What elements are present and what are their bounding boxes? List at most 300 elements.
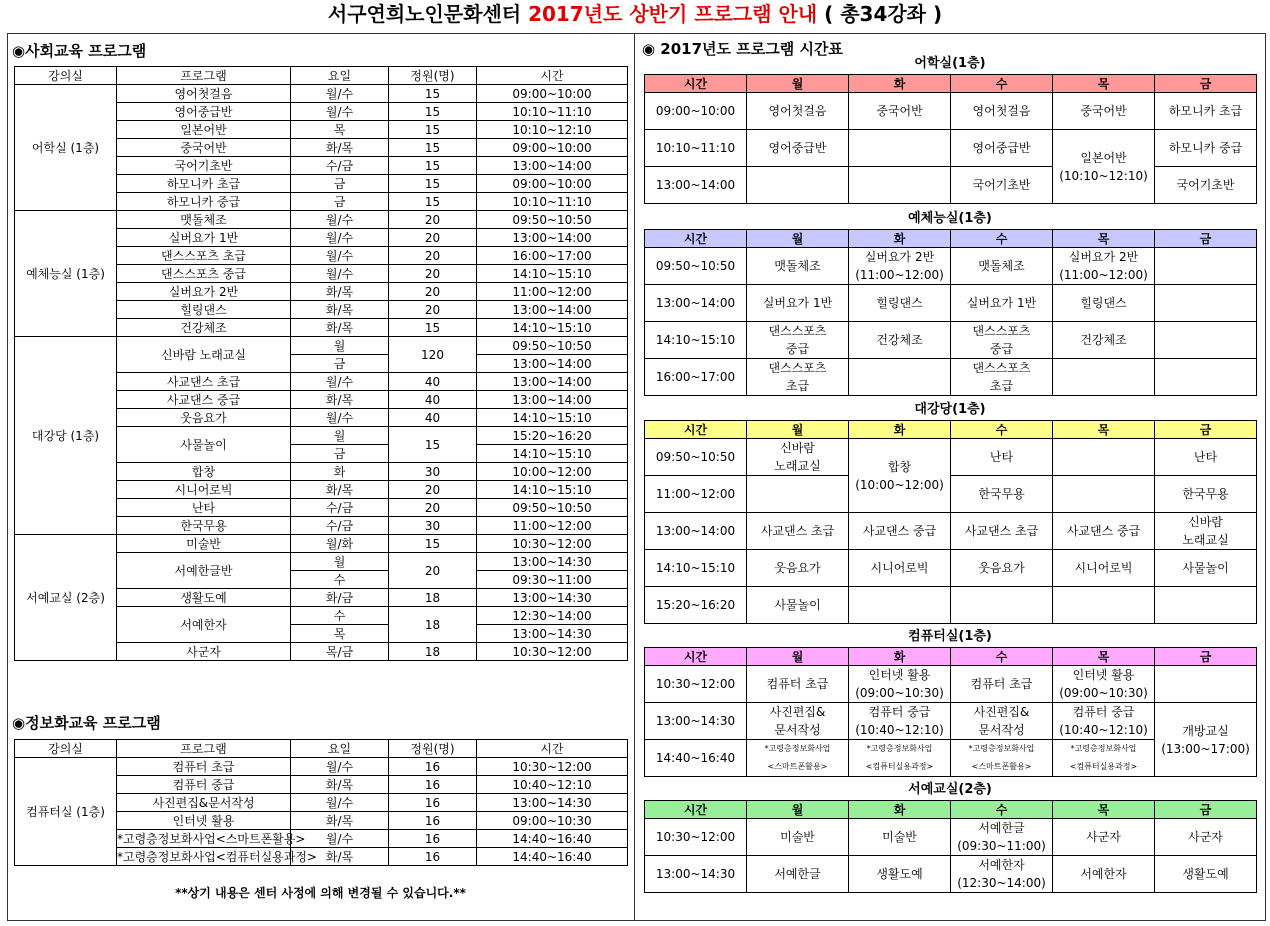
capacity-cell: 15 [389, 175, 477, 193]
column-header: 시간 [645, 230, 747, 248]
class-cell: 실버요가 2반 (11:00~12:00) [849, 248, 951, 285]
day-cell: 화/목 [291, 319, 389, 337]
program-cell: 힐링댄스 [117, 301, 291, 319]
info-table-body [15, 758, 628, 866]
class-cell: 실버요가 1반 [747, 285, 849, 322]
column-header: 수 [951, 421, 1053, 439]
time-slot-cell: 10:30~12:00 [645, 666, 747, 703]
class-cell: 댄스스포츠 중급 [951, 322, 1053, 359]
program-cell: 사교댄스 초급 [117, 373, 291, 391]
program-cell: 실버요가 1반 [117, 229, 291, 247]
class-cell: 일본어반 (10:10~12:10) [1053, 130, 1155, 204]
class-cell: 사군자 [1155, 819, 1257, 856]
capacity-cell: 20 [389, 481, 477, 499]
class-cell: 힐링댄스 [849, 285, 951, 322]
class-cell: *고령층정보화사업 <컴퓨터실용과정> [849, 740, 951, 777]
time-slot-cell: 15:20~16:20 [645, 587, 747, 624]
timetable-row [645, 476, 1257, 513]
timetable-row [645, 856, 1257, 893]
class-cell: 중국어반 [1053, 93, 1155, 130]
change-notice: **상기 내용은 센터 사정에 의해 변경될 수 있습니다.** [175, 886, 466, 900]
program-cell: 실버요가 2반 [117, 283, 291, 301]
capacity-cell: 16 [389, 776, 477, 794]
class-cell: 난타 [1155, 439, 1257, 476]
column-header: 화 [849, 648, 951, 666]
time-cell: 13:00~14:30 [477, 794, 628, 812]
room-cell: 대강당 (1층) [15, 337, 117, 535]
class-cell [1053, 359, 1155, 396]
info-table-header [15, 740, 628, 758]
class-cell: 개방교실 (13:00~17:00) [1155, 703, 1257, 777]
column-header: 수 [951, 801, 1053, 819]
timetable-row [645, 359, 1257, 396]
capacity-cell: 18 [389, 643, 477, 661]
time-cell: 13:00~14:00 [477, 157, 628, 175]
time-cell: 09:00~10:30 [477, 812, 628, 830]
room-cell: 컴퓨터실 (1층) [15, 758, 117, 866]
social-program-table [14, 66, 628, 661]
day-cell: 월/수 [291, 373, 389, 391]
timetable-title: 컴퓨터실(1층) [908, 629, 992, 644]
time-slot-cell: 09:50~10:50 [645, 248, 747, 285]
day-cell: 금 [291, 445, 389, 463]
timetable-table [644, 647, 1257, 777]
time-cell: 09:00~10:00 [477, 85, 628, 103]
time-cell: 10:30~12:00 [477, 535, 628, 553]
class-cell [849, 587, 951, 624]
time-slot-cell: 09:50~10:50 [645, 439, 747, 476]
timetable-table [644, 420, 1257, 624]
time-cell: 10:10~11:10 [477, 103, 628, 121]
program-cell: 생활도예 [117, 589, 291, 607]
class-cell [1053, 476, 1155, 513]
program-cell: 한국무용 [117, 517, 291, 535]
day-cell: 화/금 [291, 589, 389, 607]
program-cell: 사진편집&문서작성 [117, 794, 291, 812]
day-cell: 화/목 [291, 391, 389, 409]
column-header: 화 [849, 75, 951, 93]
column-header: 시간 [477, 740, 628, 758]
day-cell: 월/수 [291, 103, 389, 121]
class-cell [1155, 587, 1257, 624]
class-cell: 웃음요가 [951, 550, 1053, 587]
time-slot-cell: 13:00~14:00 [645, 167, 747, 204]
class-cell: 난타 [951, 439, 1053, 476]
day-cell: 수 [291, 607, 389, 625]
day-cell: 금 [291, 175, 389, 193]
day-cell: 월 [291, 427, 389, 445]
timetable-title: 서예교실(2층) [908, 782, 992, 797]
class-cell: 인터넷 활용 (09:00~10:30) [1053, 666, 1155, 703]
time-cell: 14:10~15:10 [477, 409, 628, 427]
class-cell [747, 476, 849, 513]
program-cell: 사물놀이 [117, 427, 291, 463]
class-cell: 신바람 노래교실 [1155, 513, 1257, 550]
day-cell: 수/금 [291, 157, 389, 175]
class-cell: 하모니카 중급 [1155, 130, 1257, 167]
day-cell: 금 [291, 193, 389, 211]
column-header: 금 [1155, 230, 1257, 248]
class-cell: 실버요가 1반 [951, 285, 1053, 322]
column-header: 프로그램 [117, 740, 291, 758]
column-header: 월 [747, 230, 849, 248]
info-section-heading: ◉정보화교육 프로그램 [12, 714, 161, 732]
table-row [15, 337, 628, 355]
capacity-cell: 120 [389, 337, 477, 373]
class-cell: 맷돌체조 [747, 248, 849, 285]
capacity-cell: 20 [389, 229, 477, 247]
day-cell: 목/금 [291, 643, 389, 661]
time-slot-cell: 14:10~15:10 [645, 550, 747, 587]
class-cell: 영어첫걸음 [951, 93, 1053, 130]
time-slot-cell: 13:00~14:00 [645, 285, 747, 322]
class-cell: 시니어로빅 [1053, 550, 1155, 587]
capacity-cell: 16 [389, 794, 477, 812]
program-cell: *고령층정보화사업<스마트폰활용> [117, 830, 291, 848]
class-cell: 실버요가 2반 (11:00~12:00) [1053, 248, 1155, 285]
class-cell: 인터넷 활용 (09:00~10:30) [849, 666, 951, 703]
class-cell [1053, 587, 1155, 624]
day-cell: 월/수 [291, 85, 389, 103]
column-header: 화 [849, 801, 951, 819]
column-header: 요일 [291, 67, 389, 85]
timetable-title: 어학실(1층) [914, 56, 986, 71]
timetable-header [645, 230, 1257, 248]
time-cell: 09:30~11:00 [477, 571, 628, 589]
timetable-heading: ◉ 2017년도 프로그램 시간표 [642, 40, 843, 58]
table-row [15, 758, 628, 776]
column-header: 월 [747, 421, 849, 439]
column-header: 정원(명) [389, 740, 477, 758]
capacity-cell: 40 [389, 409, 477, 427]
time-cell: 14:10~15:10 [477, 445, 628, 463]
day-cell: 목 [291, 625, 389, 643]
column-header: 월 [747, 75, 849, 93]
class-cell [1155, 666, 1257, 703]
day-cell: 월/수 [291, 758, 389, 776]
class-cell: 하모니카 초급 [1155, 93, 1257, 130]
program-cell: 중국어반 [117, 139, 291, 157]
class-cell: 사교댄스 중급 [849, 513, 951, 550]
info-program-table [14, 739, 628, 866]
column-header: 프로그램 [117, 67, 291, 85]
timetable-header [645, 801, 1257, 819]
capacity-cell: 40 [389, 391, 477, 409]
timetable-row [645, 167, 1257, 204]
time-cell: 10:30~12:00 [477, 643, 628, 661]
column-header: 목 [1053, 421, 1155, 439]
class-cell: 사물놀이 [1155, 550, 1257, 587]
timetable-row [645, 130, 1257, 167]
column-header: 시간 [645, 75, 747, 93]
capacity-cell: 15 [389, 157, 477, 175]
capacity-cell: 15 [389, 535, 477, 553]
day-cell: 수/금 [291, 517, 389, 535]
time-cell: 10:10~12:10 [477, 121, 628, 139]
capacity-cell: 20 [389, 283, 477, 301]
column-header: 시간 [477, 67, 628, 85]
class-cell: 서예한글 (09:30~11:00) [951, 819, 1053, 856]
class-cell [849, 359, 951, 396]
program-cell: 사군자 [117, 643, 291, 661]
time-slot-cell: 10:10~11:10 [645, 130, 747, 167]
time-cell: 13:00~14:00 [477, 391, 628, 409]
room-cell: 예체능실 (1층) [15, 211, 117, 337]
program-cell: 국어기초반 [117, 157, 291, 175]
time-cell: 11:00~12:00 [477, 517, 628, 535]
time-cell: 14:40~16:40 [477, 830, 628, 848]
capacity-cell: 16 [389, 848, 477, 866]
class-cell: 생활도예 [1155, 856, 1257, 893]
capacity-cell: 16 [389, 830, 477, 848]
time-slot-cell: 13:00~14:00 [645, 513, 747, 550]
column-header: 시간 [645, 801, 747, 819]
room-cell: 서예교실 (2층) [15, 535, 117, 661]
time-slot-cell: 14:40~16:40 [645, 740, 747, 777]
column-header: 강의실 [15, 67, 117, 85]
column-header: 금 [1155, 421, 1257, 439]
capacity-cell: 20 [389, 265, 477, 283]
time-cell: 12:30~14:00 [477, 607, 628, 625]
timetable-row [645, 248, 1257, 285]
day-cell: 화/목 [291, 301, 389, 319]
time-cell: 13:00~14:30 [477, 589, 628, 607]
class-cell: 서예한자 (12:30~14:00) [951, 856, 1053, 893]
class-cell: 영어첫걸음 [747, 93, 849, 130]
time-slot-cell: 16:00~17:00 [645, 359, 747, 396]
column-header: 금 [1155, 648, 1257, 666]
day-cell: 금 [291, 355, 389, 373]
time-cell: 10:40~12:10 [477, 776, 628, 794]
day-cell: 화/목 [291, 139, 389, 157]
program-cell: 합창 [117, 463, 291, 481]
day-cell: 월/수 [291, 229, 389, 247]
timetable-row [645, 513, 1257, 550]
class-cell [747, 167, 849, 204]
program-cell: 영어중급반 [117, 103, 291, 121]
time-cell: 09:00~10:00 [477, 139, 628, 157]
time-cell: 13:00~14:00 [477, 229, 628, 247]
time-cell: 15:20~16:20 [477, 427, 628, 445]
day-cell: 월 [291, 553, 389, 571]
class-cell: 댄스스포츠 중급 [747, 322, 849, 359]
time-cell: 09:50~10:50 [477, 499, 628, 517]
time-cell: 13:00~14:30 [477, 625, 628, 643]
capacity-cell: 20 [389, 499, 477, 517]
timetable-row [645, 285, 1257, 322]
table-row [15, 535, 628, 553]
class-cell [1155, 285, 1257, 322]
social-table-header [15, 67, 628, 85]
table-row [15, 85, 628, 103]
day-cell: 화/목 [291, 481, 389, 499]
program-cell: 하모니카 초급 [117, 175, 291, 193]
class-cell [1155, 359, 1257, 396]
time-cell: 11:00~12:00 [477, 283, 628, 301]
day-cell: 화/목 [291, 283, 389, 301]
social-table-body [15, 85, 628, 661]
column-header: 목 [1053, 648, 1155, 666]
program-cell: 컴퓨터 초급 [117, 758, 291, 776]
class-cell: 합창 (10:00~12:00) [849, 439, 951, 513]
timetable-header [645, 75, 1257, 93]
program-cell: 웃음요가 [117, 409, 291, 427]
column-header: 정원(명) [389, 67, 477, 85]
class-cell: 컴퓨터 초급 [747, 666, 849, 703]
program-cell: 서예한자 [117, 607, 291, 643]
day-cell: 월/수 [291, 265, 389, 283]
class-cell: 사교댄스 초급 [747, 513, 849, 550]
class-cell: 컴퓨터 초급 [951, 666, 1053, 703]
time-cell: 14:40~16:40 [477, 848, 628, 866]
capacity-cell: 15 [389, 139, 477, 157]
capacity-cell: 15 [389, 193, 477, 211]
program-cell: 댄스스포츠 초급 [117, 247, 291, 265]
column-header: 월 [747, 801, 849, 819]
class-cell: *고령층정보화사업 <스마트폰활용> [747, 740, 849, 777]
time-slot-cell: 13:00~14:30 [645, 703, 747, 740]
class-cell: 생활도예 [849, 856, 951, 893]
class-cell: 사교댄스 초급 [951, 513, 1053, 550]
capacity-cell: 16 [389, 812, 477, 830]
time-cell: 10:00~12:00 [477, 463, 628, 481]
column-header: 화 [849, 230, 951, 248]
class-cell [1155, 322, 1257, 359]
day-cell: 월/수 [291, 247, 389, 265]
social-section-heading: ◉사회교육 프로그램 [12, 42, 147, 60]
class-cell: 미술반 [849, 819, 951, 856]
timetable-row [645, 666, 1257, 703]
class-cell: 영어중급반 [951, 130, 1053, 167]
timetable-row [645, 93, 1257, 130]
class-cell: 영어중급반 [747, 130, 849, 167]
column-header: 시간 [645, 421, 747, 439]
table-row [15, 211, 628, 229]
timetable-header [645, 421, 1257, 439]
program-cell: 신바람 노래교실 [117, 337, 291, 373]
column-header: 수 [951, 230, 1053, 248]
class-cell [1155, 248, 1257, 285]
timetable-title: 예체능실(1층) [908, 211, 992, 226]
time-cell: 10:30~12:00 [477, 758, 628, 776]
class-cell: 서예한자 [1053, 856, 1155, 893]
timetable-row [645, 819, 1257, 856]
capacity-cell: 20 [389, 247, 477, 265]
capacity-cell: 15 [389, 427, 477, 463]
class-cell: 힐링댄스 [1053, 285, 1155, 322]
time-cell: 14:10~15:10 [477, 319, 628, 337]
column-header: 목 [1053, 230, 1155, 248]
class-cell: 사진편집& 문서작성 [747, 703, 849, 740]
time-slot-cell: 10:30~12:00 [645, 819, 747, 856]
column-header: 월 [747, 648, 849, 666]
time-cell: 13:00~14:00 [477, 301, 628, 319]
day-cell: 수 [291, 571, 389, 589]
day-cell: 수/금 [291, 499, 389, 517]
day-cell: 화 [291, 463, 389, 481]
class-cell: 한국무용 [951, 476, 1053, 513]
day-cell: 월/화 [291, 535, 389, 553]
program-cell: 난타 [117, 499, 291, 517]
time-slot-cell: 13:00~14:30 [645, 856, 747, 893]
day-cell: 화/목 [291, 776, 389, 794]
timetable-row [645, 322, 1257, 359]
class-cell: *고령층정보화사업 <컴퓨터실용과정> [1053, 740, 1155, 777]
class-cell: 웃음요가 [747, 550, 849, 587]
class-cell: 댄스스포츠 초급 [747, 359, 849, 396]
column-header: 시간 [645, 648, 747, 666]
class-cell: 맷돌체조 [951, 248, 1053, 285]
time-slot-cell: 11:00~12:00 [645, 476, 747, 513]
class-cell: 건강체조 [1053, 322, 1155, 359]
capacity-cell: 15 [389, 319, 477, 337]
program-cell: 미술반 [117, 535, 291, 553]
capacity-cell: 20 [389, 211, 477, 229]
class-cell: 사군자 [1053, 819, 1155, 856]
timetable-row [645, 550, 1257, 587]
column-header: 목 [1053, 75, 1155, 93]
class-cell [849, 130, 951, 167]
column-header: 강의실 [15, 740, 117, 758]
time-cell: 13:00~14:00 [477, 355, 628, 373]
class-cell: *고령층정보화사업 <스마트폰활용> [951, 740, 1053, 777]
capacity-cell: 18 [389, 589, 477, 607]
program-cell: 맷돌체조 [117, 211, 291, 229]
time-cell: 16:00~17:00 [477, 247, 628, 265]
column-header: 요일 [291, 740, 389, 758]
time-cell: 09:50~10:50 [477, 211, 628, 229]
program-cell: 인터넷 활용 [117, 812, 291, 830]
day-cell: 월/수 [291, 794, 389, 812]
class-cell: 사진편집& 문서작성 [951, 703, 1053, 740]
day-cell: 월/수 [291, 409, 389, 427]
timetable-header [645, 648, 1257, 666]
column-header: 목 [1053, 801, 1155, 819]
program-cell: 사교댄스 중급 [117, 391, 291, 409]
timetable-table [644, 800, 1257, 893]
time-cell: 14:10~15:10 [477, 265, 628, 283]
program-cell: 컴퓨터 중급 [117, 776, 291, 794]
class-cell: 시니어로빅 [849, 550, 951, 587]
program-cell: 영어첫걸음 [117, 85, 291, 103]
class-cell: 컴퓨터 중급 (10:40~12:10) [849, 703, 951, 740]
class-cell: 건강체조 [849, 322, 951, 359]
program-cell: 건강체조 [117, 319, 291, 337]
page-title: 서구연희노인문화센터 2017년도 상반기 프로그램 안내 ( 총34강좌 ) [327, 2, 943, 26]
timetable-table [644, 74, 1257, 204]
column-header: 금 [1155, 75, 1257, 93]
class-cell: 국어기초반 [951, 167, 1053, 204]
day-cell: 목 [291, 121, 389, 139]
capacity-cell: 20 [389, 301, 477, 319]
time-cell: 14:10~15:10 [477, 481, 628, 499]
class-cell [951, 587, 1053, 624]
capacity-cell: 16 [389, 758, 477, 776]
class-cell: 국어기초반 [1155, 167, 1257, 204]
timetable-table [644, 229, 1257, 396]
class-cell: 컴퓨터 중급 (10:40~12:10) [1053, 703, 1155, 740]
timetable-title: 대강당(1층) [914, 402, 986, 417]
day-cell: 월/수 [291, 211, 389, 229]
capacity-cell: 30 [389, 463, 477, 481]
time-cell: 13:00~14:30 [477, 553, 628, 571]
time-cell: 09:00~10:00 [477, 175, 628, 193]
program-cell: 댄스스포츠 중급 [117, 265, 291, 283]
day-cell: 화/목 [291, 848, 389, 866]
time-cell: 09:50~10:50 [477, 337, 628, 355]
program-cell: 하모니카 중급 [117, 193, 291, 211]
capacity-cell: 40 [389, 373, 477, 391]
